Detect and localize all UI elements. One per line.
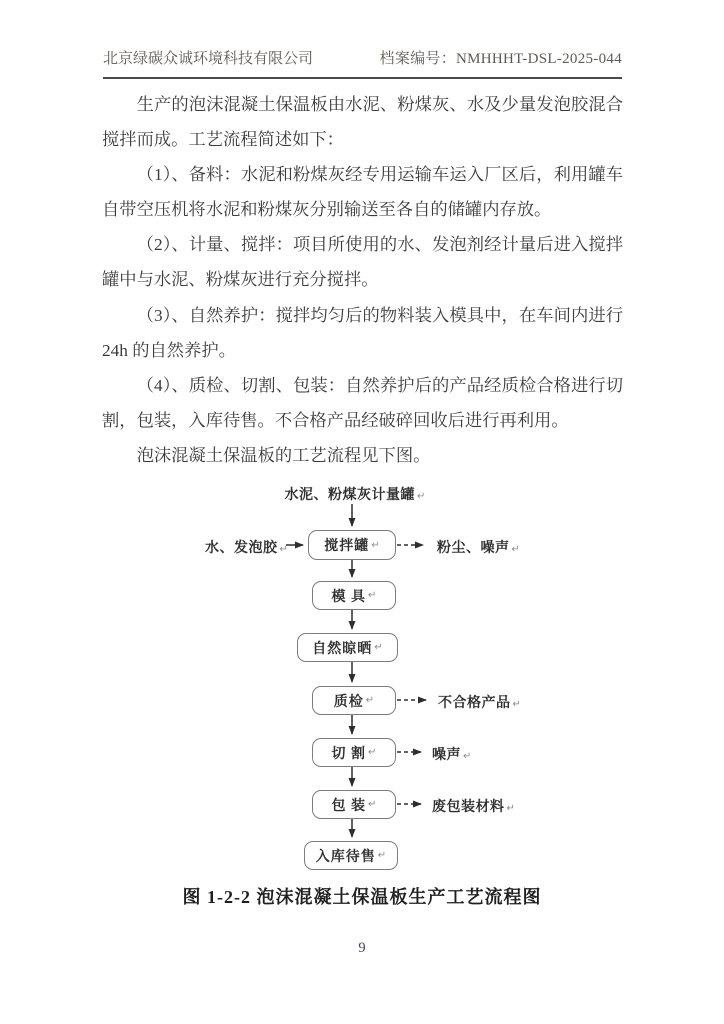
paragraph-mark-icon: ↵ <box>506 803 515 814</box>
figure-caption: 图 1-2-2 泡沫混凝土保温板生产工艺流程图 <box>182 887 542 907</box>
flow-node-mixing-tank: 搅拌罐 ↵ <box>308 530 396 560</box>
page-number: 9 <box>358 940 366 956</box>
flow-node-mold: 模 具 ↵ <box>312 581 396 610</box>
paragraph-figure-intro: 泡沫混凝土保温板的工艺流程见下图。 <box>136 445 431 465</box>
paragraph-mark-icon: ↵ <box>463 751 472 762</box>
paragraph-step4: （4）、质检、切割、包装：自然养护后的产品经质检合格进行切割，包装，入库待售。不合格产品经破碎回收后进行再利用。 <box>102 375 623 430</box>
paragraph-step1: （1）、备料：水泥和粉煤灰经专用运输车运入厂区后，利用罐车自带空压机将水泥和粉煤灰分别输送至各自的储罐内存放。 <box>102 165 623 220</box>
document-header <box>103 47 622 79</box>
paragraph-step2: （2）、计量、搅拌：项目所使用的水、发泡剂经计量后进入搅拌罐中与水泥、粉煤灰进行充分搅拌。 <box>102 235 623 290</box>
company-name: 北京绿碳众诚环境科技有限公司 <box>103 51 314 67</box>
archive-number: 档案编号：NMHHHT-DSL-2025-044 <box>379 51 622 67</box>
paragraph-mark-icon: ↵ <box>368 590 377 601</box>
paragraph-mark-icon: ↵ <box>377 850 387 861</box>
flow-node-packaging: 包 装 ↵ <box>312 790 396 819</box>
flow-node-warehouse: 入库待售 ↵ <box>304 841 398 870</box>
flow-node-cutting: 切 割 ↵ <box>312 738 396 767</box>
flow-output-waste-packaging: 废包装材料 ↵ <box>432 800 515 815</box>
flow-node-natural-drying: 自然晾晒 ↵ <box>297 633 398 662</box>
flow-output-noise: 噪声 ↵ <box>432 748 472 763</box>
paragraph-mark-icon: ↵ <box>368 747 377 758</box>
flow-input-cement-flyash-tank: 水泥、粉煤灰计量罐 ↵ <box>284 488 426 503</box>
paragraph-mark-icon: ↵ <box>368 799 377 810</box>
flow-input-water-foaming-agent: 水、发泡胶 ↵ <box>205 541 288 556</box>
paragraph-step3: （3）、自然养护：搅拌均匀后的物料装入模具中，在车间内进行 24h 的自然养护。 <box>102 305 623 360</box>
flow-output-rejects: 不合格产品 ↵ <box>438 696 521 711</box>
paragraph-mark-icon: ↵ <box>279 544 288 555</box>
paragraph-intro: 生产的泡沫混凝土保温板由水泥、粉煤灰、水及少量发泡胶混合搅拌而成。工艺流程简述如下： <box>102 95 623 150</box>
paragraph-mark-icon: ↵ <box>371 539 380 551</box>
body-text <box>102 87 623 473</box>
paragraph-mark-icon: ↵ <box>512 699 521 710</box>
paragraph-mark-icon: ↵ <box>417 491 426 502</box>
paragraph-mark-icon: ↵ <box>365 695 375 706</box>
paragraph-mark-icon: ↵ <box>374 642 383 653</box>
flow-node-quality-check: 质检 ↵ <box>312 686 396 715</box>
paragraph-mark-icon: ↵ <box>511 544 520 555</box>
flow-output-dust-noise: 粉尘、噪声 ↵ <box>437 541 520 556</box>
